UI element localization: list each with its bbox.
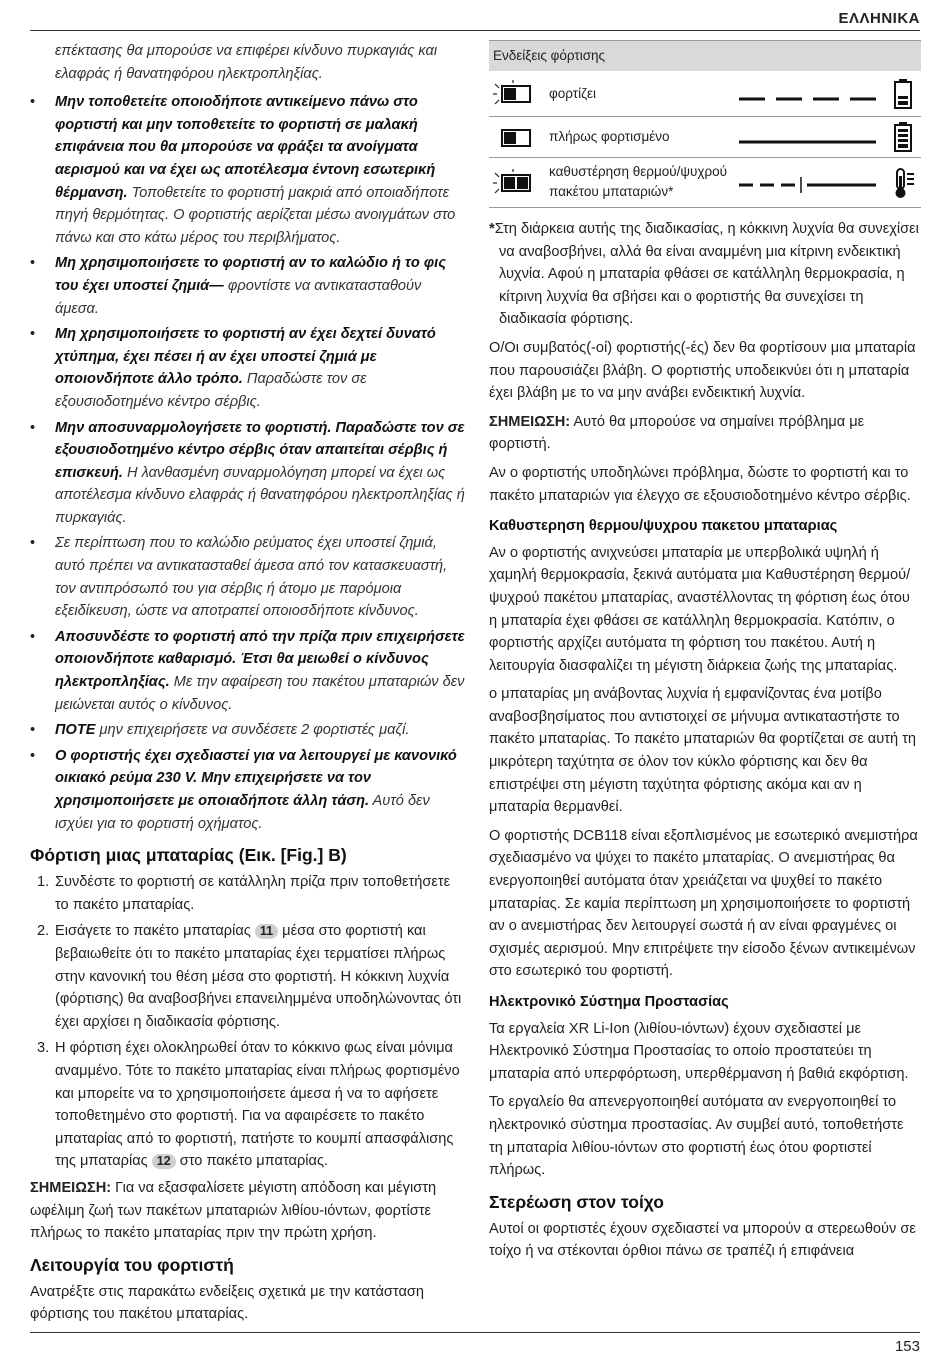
table-header: Ενδείξεις φόρτισης — [489, 41, 921, 71]
row-label: πλήρως φορτισμένο — [549, 129, 670, 144]
note-paragraph: ΣΗΜΕΙΩΣΗ: Για να εξασφαλίσετε μέγιστη απόδοση και μέγιστη ωφέλιμη ζωή των πακέτων μπαταριών λιθίου-ιόντων, φορτίστε πλήρως το πακέτο μπαταρίας πριν την πρώτη χρήση. — [30, 1179, 437, 1242]
paragraph: Ο/Οι συμβατός(-οί) φορτιστής(-ές) δεν θα φορτίσουν μια μπαταρία που παρουσιάζει βλάβη. Ο φορτιστής υποδεικνύει ότι η μπαταρία έχει βλάβη με το να μην ανάβει ενδεικτική λυχνία. — [489, 339, 916, 402]
dashed-pattern-icon — [739, 89, 879, 112]
header-divider — [30, 30, 920, 31]
led-blinking-icon — [493, 80, 533, 116]
battery-half-icon — [894, 79, 912, 117]
table-row — [489, 158, 921, 208]
charge-indicator-table — [489, 40, 921, 208]
thermometer-icon — [894, 168, 918, 208]
section-heading-protection: Ηλεκτρονικό Σύστημα Προστασίας — [489, 994, 729, 1010]
paragraph: ο μπαταρίας μη ανάβοντας λυχνία ή εμφανίζοντας ένα μοτίβο αναβοσβησίματος που αντιστοιχεί σε μήνυμα αντικαταστήστε το πακέτο μπαταρίας. Το πακέτο μπαταριών θα φορτίζεται σε αυτή τη μικρότερη ταχύτητα σε όλον τον κύκλο φόρτισης και δεν θα επιστρέψει στη μέγιστη ταχύτητα φόρτισης ακόμα και αν η μπαταρία θερμανθεί. — [489, 686, 917, 816]
right-column — [489, 40, 921, 1269]
page-number: 153 — [894, 1338, 920, 1355]
paragraph: Ο φορτιστής DCB118 είναι εξοπλισμένος με εσωτερικό ανεμιστήρα σχεδιασμένο να ψύχει το πακέτο μπαταρίας. Ο ανεμιστήρας θα ενεργοποιηθεί αυτόματα όταν χρειάζεται να ψυχθεί το πακέτο μπαταρίας. Σε καμία περίπτωση μη χρησιμοποιήσετε το φορτιστή αν ο ανεμιστήρας δεν λειτουργεί σωστά ή αν είναι φραγμένες οι σχισμές αερισμού. Μην επιτρέψετε την είσοδο ξένων αντικειμένων στο εσωτερικό του φορτιστή. — [489, 827, 918, 980]
bullet-item: • ΠΟΤΕ μην επιχειρήσετε να συνδέσετε 2 φορτιστές μαζί. — [30, 719, 466, 742]
intro-continuation: επέκτασης θα μπορούσε να επιφέρει κίνδυνο πυρκαγιάς και ελαφράς ή θανατηφόρου ηλεκτροπληξίας. — [55, 43, 438, 82]
section-heading-charging: Φόρτιση μιας μπαταρίας (Εικ. [Fig.] B) — [30, 845, 347, 866]
battery-full-icon — [894, 122, 912, 160]
row-label: φορτίζει — [549, 86, 597, 101]
paragraph: Τα εργαλεία XR Li-Ion (λιθίου-ιόντων) έχουν σχεδιαστεί με Ηλεκτρονικό Σύστημα Προστασίας το οποίο προστατεύει τη μπαταρία από υπερφόρτωση, υπερθέρμανση ή βαθιά εκφόρτιση. — [489, 1020, 909, 1082]
callout-badge: 11 — [255, 924, 278, 939]
paragraph: Αν ο φορτιστής ανιχνεύσει μπαταρία με υπερβολικά υψηλή ή χαμηλή θερμοκρασία, ξεκινά αυτόματα μια Καθυστέρηση θερμού/ψυχρού πακέτου μπαταρίας, αναστέλλοντας τη φόρτιση έως ότου η μπαταρία έχει φθάσει σε κατάλληλη θερμοκρασία. Κατόπιν, ο φορτιστής αρχίζει αυτόματα τη φόρτιση του πακέτου. Αυτή η λειτουργία διασφαλίζει τη μέγιστη διάρκεια ζωής της μπαταρίας. — [489, 544, 911, 674]
left-column — [30, 40, 466, 1332]
bullet-item: • Μην αποσυναρμολογήσετε το φορτιστή. Παραδώστε τον σε εξουσιοδοτημένο κέντρο σέρβις όταν απαιτείται σέρβις ή επισκευή. Η λανθασμένη συναρμολόγηση μπορεί να έχει ως αποτέλεσμα κίνδυνο ελαφράς ή θανατηφόρου ηλεκτροπληξίας ή πυρκαγιάς. — [30, 417, 466, 530]
language-header: ΕΛΛΗΝΙΚΑ — [838, 10, 920, 27]
callout-badge: 12 — [152, 1154, 176, 1169]
section-heading-wall-mount: Στερέωση στον τοίχο — [489, 1191, 664, 1212]
step-item: 3. Η φόρτιση έχει ολοκληρωθεί όταν το κόκκινο φως είναι μόνιμα αναμμένο. Τότε το πακέτο μπαταρίας είναι πλήρως φορτισμένο και μπορείτε να το χρησιμοποιήσετε άμεσα ή να το αφήσετε τοποθετημένο στο φορτιστή. Για να αφαιρέσετε το πακέτο μπαταρίας από το φορτιστή, πατήστε το κουμπί απασφάλισης της μπαταρίας 12 στο πακέτο μπαταρίας. — [37, 1040, 460, 1170]
paragraph: Αυτοί οι φορτιστές έχουν σχεδιαστεί να μπορούν α στερεωθούν σε τοίχο ή να στέκονται όρθιοι πάνω σε τραπέζι ή επιφάνεια — [489, 1220, 916, 1260]
section-heading-hot-cold-delay: Καθυστερηση θερμου/ψυχρου πακετου μπαταριας — [489, 518, 838, 535]
note-paragraph: ΣΗΜΕΙΩΣΗ: Αυτό θα μπορούσε να σημαίνει πρόβλημα με φορτιστή. — [489, 413, 865, 453]
bullet-item: • Μη χρησιμοποιήσετε το φορτιστή αν το καλώδιο ή το φις του έχει υποστεί ζημιά— φροντίστε να αντικατασταθούν άμεσα. — [30, 252, 466, 320]
step-item: 2. Εισάγετε το πακέτο μπαταρίας 11 μέσα στο φορτιστή και βεβαιωθείτε ότι το πακέτο μπαταρίας έχει τερματίσει πλήρως στην κανονική του θέση μέσα στο φορτιστή. Η κόκκινη λυχνία (φόρτισης) θα αναβοσβήνει επανειλημμένα υποδηλώνοντας ότι έχει αρχίσει η διαδικασία φόρτισης. — [37, 923, 462, 1030]
operation-paragraph: Ανατρέξτε στις παρακάτω ενδείξεις σχετικά με την κατάσταση φόρτισης του πακέτου μπαταρίας. — [30, 1283, 425, 1323]
bullet-item: • Σε περίπτωση που το καλώδιο ρεύματος έχει υποστεί ζημιά, αυτό πρέπει να αντικατασταθεί άμεσα από τον κατασκευαστή, τον αντιπρόσωπό του για σέρβις ή άτομο με παρόμοια εξειδίκευση, ώστε να αποτραπεί οποιοσδήποτε κίνδυνος. — [30, 532, 466, 622]
solid-pattern-icon — [739, 132, 879, 155]
led-double-blinking-icon — [493, 169, 533, 205]
led-solid-icon — [493, 124, 533, 160]
section-heading-operation: Λειτουργία του φορτιστή — [30, 1254, 234, 1275]
table-row — [489, 71, 921, 117]
dash-then-solid-pattern-icon — [739, 177, 879, 201]
bullet-item: • Ο φορτιστής έχει σχεδιαστεί για να λειτουργεί με κανονικό οικιακό ρεύμα 230 V. Μην επιχειρήσετε να τον χρησιμοποιήσετε με οποιαδήποτε άλλη τάση. Αυτό δεν ισχύει για το φορτιστή οχήματος. — [30, 745, 466, 835]
bullet-item: • Αποσυνδέστε το φορτιστή από την πρίζα πριν επιχειρήσετε οποιονδήποτε καθαρισμό. Έτσι θα μειωθεί ο κίνδυνος ηλεκτροπληξίας. Με την αφαίρεση του πακέτου μπαταριών δεν μειώνεται αυτός ο κίνδυνος. — [30, 626, 466, 716]
bullet-item: • Μην τοποθετείτε οποιοδήποτε αντικείμενο πάνω στο φορτιστή και μην τοποθετείτε το φορτιστή σε μαλακή επιφάνεια που θα μπορούσε να φράξει τα ανοίγματα αερισμού και να έχει ως αποτέλεσμα έντονη εσωτερική θέρμανση. Τοποθετείτε το φορτιστή μακριά από οποιαδήποτε πηγή θερμότητας. Ο φορτιστής αερίζεται μέσω ανοιγμάτων στο πάνω και στο κάτω μέρος του περιβλήματος. — [30, 91, 466, 249]
charging-steps — [30, 871, 466, 1173]
step-item: 1. Συνδέστε το φορτιστή σε κατάλληλη πρίζα πριν τοποθετήσετε το πακέτο μπαταρίας. — [37, 874, 451, 913]
row-label: καθυστέρηση θερμού/ψυχρού πακέτου μπαταριών* — [549, 164, 728, 199]
paragraph: Αν ο φορτιστής υποδηλώνει πρόβλημα, δώστε το φορτιστή και το πακέτο μπαταριών για έλεγχο σε εξουσιοδοτημένο κέντρο σέρβις. — [489, 464, 911, 504]
table-row — [489, 117, 921, 158]
table-footnote: *Στη διάρκεια αυτής της διαδικασίας, η κόκκινη λυχνία θα συνεχίσει να αναβοσβήνει, αλλά θα είναι αναμμένη μια κίτρινη ενδεικτική λυχνία. Αφού η μπαταρία φθάσει σε κατάλληλη θερμοκρασία, η κίτρινη λυχνία θα σβήσει και ο φορτιστής θα συνεχίσει τη διαδικασία φόρτισης. — [489, 221, 919, 328]
safety-bullet-list — [30, 91, 466, 835]
bullet-item: • Μη χρησιμοποιήσετε το φορτιστή αν έχει δεχτεί δυνατό χτύπημα, έχει πέσει ή αν έχει υποστεί ζημιά με οποιονδήποτε άλλο τρόπο. Παραδώστε τον σε εξουσιοδοτημένο κέντρο σέρβις. — [30, 323, 466, 413]
paragraph: Το εργαλείο θα απενεργοποιηθεί αυτόματα αν ενεργοποιηθεί το ηλεκτρονικό σύστημα προστασίας. Αν συμβεί αυτό, τοποθετήστε τη μπαταρία λιθίου-ιόντων στο φορτιστή έως ότου φορτιστεί πλήρως. — [489, 1094, 904, 1179]
footer-divider — [30, 1332, 920, 1333]
